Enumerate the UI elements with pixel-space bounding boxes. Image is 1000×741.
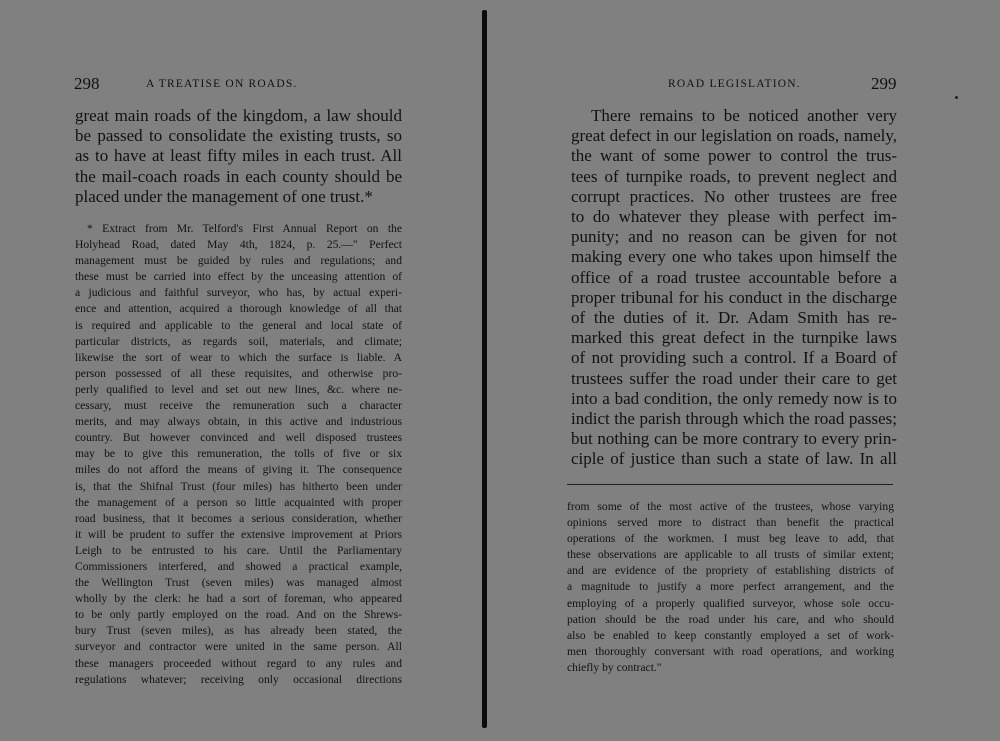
left-page	[0, 0, 482, 741]
text-line: punity; and no reason can be given for not	[571, 227, 897, 247]
footnote-line: opinions served more to distract than benefit the practical	[567, 516, 894, 530]
text-line: indict the parish through which the road passes;	[571, 409, 897, 429]
footnote-line: a judicious and faithful surveyor, who has, by actual experi-	[75, 286, 402, 300]
text-line: ciple of justice than such a state of law. In all	[571, 449, 897, 469]
page-number: 299	[871, 74, 897, 93]
footnote-line: these observations are applicable to all trusts of similar extent;	[567, 548, 894, 562]
footnote-line: cessary, must receive the remuneration such a character	[75, 399, 402, 413]
footnote	[567, 499, 894, 676]
text-line: as to have at least fifty miles in each trust. All	[75, 146, 402, 166]
body-text	[571, 106, 897, 470]
footnote-line: these managers proceeded without regard to any rules and	[75, 656, 402, 670]
footnote-line: person possessed of all these requisites, and otherwise pro-	[75, 366, 402, 380]
text-line: of the duties of it. Dr. Adam Smith has re-	[571, 308, 897, 328]
right-page	[490, 0, 1000, 741]
footnote-line: ence and attention, acquired a thorough knowledge of all that	[75, 302, 402, 316]
footnote-line: bury Trust (seven miles), as has already been stated, the	[75, 624, 402, 638]
book-gutter	[482, 10, 487, 728]
body-text	[75, 106, 402, 207]
text-line: great defect in our legislation on roads, namely,	[571, 126, 897, 146]
footnote-line: wholly by the clerk: he had a sort of foreman, who appeared	[75, 592, 402, 606]
footnote-line: road business, that it becomes a serious consideration, whether	[75, 511, 402, 525]
footnote-line: regulations whatever; receiving only occasional directions	[75, 672, 402, 686]
footnote-line: perly qualified to level and set out new lines, &c. where ne-	[75, 382, 402, 396]
page-number: 298	[74, 74, 100, 93]
footnote-line: is, that the Shifnal Trust (four miles) has hitherto been under	[75, 479, 402, 493]
footnote-line: is required and applicable to the general and local state of	[75, 318, 402, 332]
text-line: great main roads of the kingdom, a law should	[75, 106, 402, 125]
ink-speck	[955, 96, 958, 99]
text-line: the mail-coach roads in each county should be	[75, 166, 402, 186]
text-line: of not providing such a control. If a Board of	[571, 348, 897, 368]
text-line: the want of some power to control the trus-	[571, 146, 897, 166]
text-line: placed under the management of one trust.*	[75, 186, 373, 206]
footnote-line: Leigh to be entrusted to his care. Until the Parliamentary	[75, 543, 402, 557]
footnote-line: and are evidence of the propriety of establishing districts of	[567, 564, 894, 578]
footnote-line: it will be prudent to suffer the extensive improvement at Priors	[75, 527, 402, 541]
footnote-line: the Wellington Trust (seven miles) was managed almost	[75, 576, 402, 590]
footnote-line: to be only partly employed on the road. And on the Shrews-	[75, 608, 402, 622]
footnote-line: * Extract from Mr. Telford's First Annual Report on the	[87, 222, 402, 235]
footnote-line: management must be guided by rules and regulations; and	[75, 254, 402, 268]
footnote-line: from some of the most active of the trustees, whose varying	[567, 500, 894, 513]
footnote-line: employing of a properly qualified surveyor, whose sole occu-	[567, 596, 894, 610]
footnote-line: Holyhead Road, dated May 4th, 1824, p. 25.—" Perfect	[75, 238, 402, 252]
footnote-line: a magnitude to justify a more perfect arrangement, and the	[567, 580, 894, 594]
footnote-line: operations of the workmen. I must beg leave to add, that	[567, 532, 894, 546]
text-line: corrupt practices. No other trustees are free	[571, 186, 897, 206]
text-line: office of a road trustee accountable before a	[571, 267, 897, 287]
running-head: A TREATISE ON ROADS.	[146, 78, 298, 90]
footnote-line: particular districts, as regards soil, materials, and climate;	[75, 334, 402, 348]
text-line: but nothing can be more contrary to every prin-	[571, 429, 897, 449]
footnote	[75, 221, 402, 688]
text-line: making every one who takes upon himself the	[571, 247, 897, 267]
footnote-line: Commissioners interfered, and showed a practical example,	[75, 559, 402, 573]
text-line: There remains to be noticed another very	[591, 106, 897, 125]
running-head: ROAD LEGISLATION.	[668, 78, 801, 90]
footnote-line: men thoroughly conversant with road operations, and working	[567, 644, 894, 658]
footnote-line: miles do not afford the means of giving it. The consequence	[75, 463, 402, 477]
footnote-line: chiefly by contract."	[567, 660, 662, 674]
text-line: trustees suffer the road under their care to get	[571, 368, 897, 388]
footnote-line: these must be carried into effect by the unceasing attention of	[75, 270, 402, 284]
text-line: be passed to consolidate the existing trusts, so	[75, 126, 402, 146]
text-line: proper tribunal for his conduct in the discharge	[571, 287, 897, 307]
footnote-line: country. But however convinced and well disposed trustees	[75, 431, 402, 445]
footnote-line: may be to give this remuneration, the tolls of five or six	[75, 447, 402, 461]
footnote-line: surveyor and contractor were united in the same person. All	[75, 640, 402, 654]
footnote-line: also be enabled to keep constantly employed a set of work-	[567, 628, 894, 642]
footnote-rule	[567, 484, 893, 485]
footnote-line: likewise the sort of wear to which the surface is liable. A	[75, 350, 402, 364]
footnote-line: pation should be the road under his care, and who should	[567, 612, 894, 626]
footnote-line: the management of a person so little acquainted with proper	[75, 495, 402, 509]
text-line: marked this great defect in the turnpike laws	[571, 328, 897, 348]
text-line: into a bad condition, the only remedy now is to	[571, 388, 897, 408]
footnote-line: merits, and may always obtain, in this active and industrious	[75, 415, 402, 429]
text-line: to do whatever they please with perfect im-	[571, 207, 897, 227]
text-line: tees of turnpike roads, to prevent neglect and	[571, 166, 897, 186]
